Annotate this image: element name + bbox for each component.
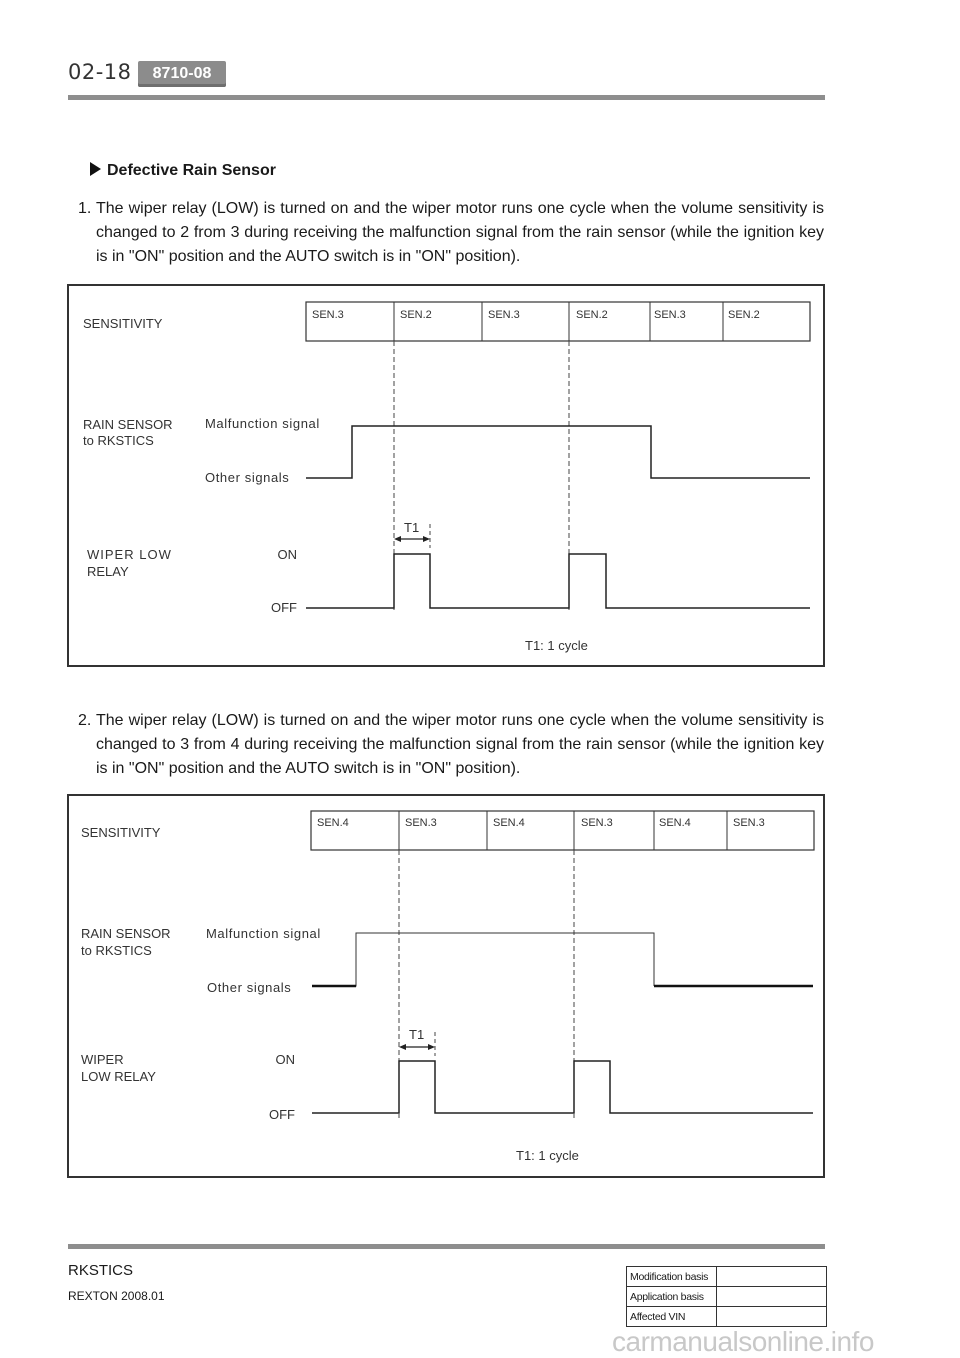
modification-table: [626, 1266, 827, 1327]
sensitivity-step: SEN.3: [312, 309, 344, 321]
table-row: [627, 1307, 827, 1327]
paragraph-text: The wiper relay (LOW) is turned on and the wiper motor runs one cycle when the volume sensitivity is changed to 3 from 4 during receiving the malfunction signal from the rain sensor (while the ignition key is in "ON" position and the AUTO switch is in "ON" position).: [96, 712, 824, 777]
footer-model: REXTON 2008.01: [68, 1289, 165, 1303]
t1-label: T1: [409, 1027, 425, 1042]
sensitivity-band: [306, 302, 810, 341]
label-other-signals: Other signals: [205, 470, 290, 485]
table-value: [717, 1307, 827, 1327]
table-row: [627, 1287, 827, 1307]
t1-note: T1: 1 cycle: [525, 638, 588, 653]
watermark: carmanualsonline.info: [612, 1326, 874, 1357]
label-sensitivity: SENSITIVITY: [81, 825, 161, 840]
t1-arrow-head-left: [399, 1044, 406, 1050]
sensitivity-step: SEN.3: [654, 309, 686, 321]
timing-diagram-2: [67, 794, 825, 1178]
label-other-signals: Other signals: [207, 980, 292, 995]
label-rain-1: RAIN SENSOR: [83, 417, 173, 432]
sensitivity-step: SEN.4: [317, 817, 349, 829]
paragraph-number: 1.: [78, 200, 92, 217]
table-label: Application basis: [627, 1287, 717, 1307]
triangle-bullet-icon: [90, 162, 101, 176]
sensitivity-step: SEN.4: [493, 817, 525, 829]
label-on: ON: [277, 547, 297, 562]
section-code-badge: 8710-08: [138, 61, 226, 87]
sensitivity-step: SEN.2: [576, 309, 608, 321]
label-wiper-1: WIPER LOW: [87, 547, 172, 562]
sensitivity-step: SEN.3: [733, 817, 765, 829]
wiper-relay-signal-trace: [306, 554, 810, 608]
label-off: OFF: [271, 600, 297, 615]
paragraph-2: [78, 709, 824, 781]
footer-title: RKSTICS: [68, 1262, 134, 1279]
t1-note: T1: 1 cycle: [516, 1148, 579, 1163]
paragraph-number: 2.: [78, 712, 92, 729]
paragraph-1: [78, 197, 824, 269]
label-rain-2: to RKSTICS: [83, 433, 154, 448]
sensitivity-step: SEN.4: [659, 817, 691, 829]
t1-label: T1: [404, 520, 420, 535]
rain-sensor-signal-trace: [312, 933, 654, 986]
section-title-text: Defective Rain Sensor: [107, 162, 276, 179]
sensitivity-step: SEN.3: [405, 817, 437, 829]
table-value: [717, 1267, 827, 1287]
label-on: ON: [275, 1052, 295, 1067]
wiper-relay-signal-trace: [312, 1061, 813, 1113]
table-label: Affected VIN: [627, 1307, 717, 1327]
sensitivity-step: SEN.2: [400, 309, 432, 321]
sensitivity-step: SEN.3: [581, 817, 613, 829]
timing-diagram-1: [67, 284, 825, 667]
table-row: [627, 1267, 827, 1287]
table-value: [717, 1287, 827, 1307]
label-wiper-2: LOW RELAY: [81, 1069, 156, 1084]
table-label: Modification basis: [627, 1267, 717, 1287]
header-rule: [68, 95, 825, 100]
t1-arrow-head-left: [394, 536, 401, 542]
t1-arrow-head-right: [428, 1044, 435, 1050]
sensitivity-step: SEN.3: [488, 309, 520, 321]
t1-arrow-head-right: [423, 536, 430, 542]
sensitivity-step: SEN.2: [728, 309, 760, 321]
label-rain-2: to RKSTICS: [81, 943, 152, 958]
rain-sensor-signal-trace: [306, 426, 810, 478]
label-malfunction: Malfunction signal: [205, 416, 320, 431]
page-number: 02-18: [68, 60, 132, 84]
label-wiper-1: WIPER: [81, 1052, 124, 1067]
section-title: [90, 162, 276, 180]
label-rain-1: RAIN SENSOR: [81, 926, 171, 941]
label-malfunction: Malfunction signal: [206, 926, 321, 941]
paragraph-text: The wiper relay (LOW) is turned on and the wiper motor runs one cycle when the volume sensitivity is changed to 2 from 3 during receiving the malfunction signal from the rain sensor (while the ignition key is in "ON" position and the AUTO switch is in "ON" position).: [96, 200, 824, 265]
label-wiper-2: RELAY: [87, 564, 129, 579]
footer-rule: [68, 1244, 825, 1249]
label-off: OFF: [269, 1107, 295, 1122]
label-sensitivity: SENSITIVITY: [83, 316, 163, 331]
